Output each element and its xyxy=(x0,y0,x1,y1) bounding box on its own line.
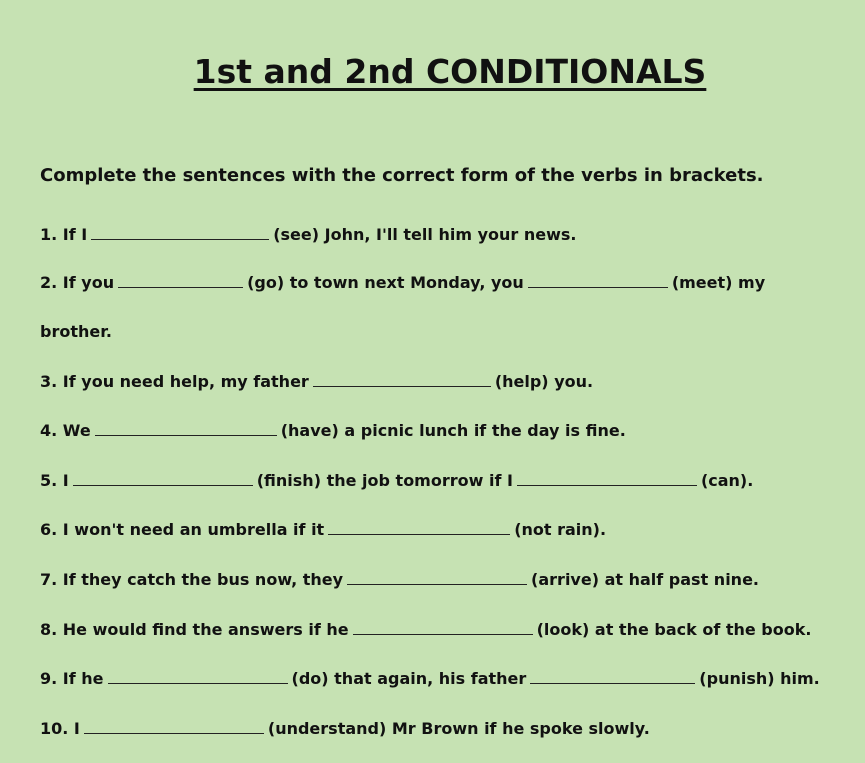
answer-blank[interactable] xyxy=(517,471,697,486)
answer-blank[interactable] xyxy=(118,273,243,288)
answer-blank[interactable] xyxy=(530,669,695,684)
sentence-text: 2. If you xyxy=(40,273,115,292)
answer-blank[interactable] xyxy=(313,372,491,387)
worksheet-title: 1st and 2nd CONDITIONALS xyxy=(193,52,707,91)
sentence-text: (do) that again, his father xyxy=(291,669,527,688)
sentence-9 xyxy=(40,669,820,689)
answer-blank[interactable] xyxy=(328,520,510,535)
sentence-8 xyxy=(40,620,811,640)
answer-blank[interactable] xyxy=(95,421,277,436)
sentence-6 xyxy=(40,520,606,540)
sentence-text: (finish) the job tomorrow if I xyxy=(256,471,513,490)
answer-blank[interactable] xyxy=(73,471,253,486)
sentence-text: (see) John, I'll tell him your news. xyxy=(273,225,577,244)
sentence-text: (meet) my xyxy=(671,273,766,292)
sentence-text: (look) at the back of the book. xyxy=(536,620,812,639)
answer-blank[interactable] xyxy=(108,669,288,684)
sentence-text: (go) to town next Monday, you xyxy=(247,273,524,292)
answer-blank[interactable] xyxy=(347,570,527,585)
sentence-text: 6. I won't need an umbrella if it xyxy=(40,520,325,539)
answer-blank[interactable] xyxy=(91,225,269,240)
sentence-text: (not rain). xyxy=(514,520,607,539)
sentence-text: (arrive) at half past nine. xyxy=(531,570,759,589)
sentence-text: (have) a picnic lunch if the day is fine. xyxy=(280,421,626,440)
sentence-text: 5. I xyxy=(40,471,69,490)
sentence-1 xyxy=(40,225,576,245)
sentence-text: 3. If you need help, my father xyxy=(40,372,309,391)
sentence-3 xyxy=(40,372,593,392)
sentence-text: (punish) him. xyxy=(699,669,820,688)
sentence-text: (help) you. xyxy=(494,372,594,391)
sentence-text: 1. If I xyxy=(40,225,88,244)
sentence-4 xyxy=(40,421,626,441)
sentence-5 xyxy=(40,471,753,491)
answer-blank[interactable] xyxy=(84,719,264,734)
sentence-text: (understand) Mr Brown if he spoke slowly. xyxy=(267,719,650,738)
answer-blank[interactable] xyxy=(528,273,668,288)
sentence-text: 9. If he xyxy=(40,669,104,688)
sentence-2 xyxy=(40,273,765,293)
sentence-10 xyxy=(40,719,650,739)
sentence-2-continued xyxy=(40,322,112,342)
sentence-text: 7. If they catch the bus now, they xyxy=(40,570,344,589)
sentence-text: 10. I xyxy=(40,719,80,738)
sentence-text: (can). xyxy=(700,471,754,490)
sentence-7 xyxy=(40,570,759,590)
answer-blank[interactable] xyxy=(353,620,533,635)
sentence-text: 4. We xyxy=(40,421,91,440)
sentence-text: brother. xyxy=(40,322,112,341)
instruction-text: Complete the sentences with the correct form of the verbs in brackets. xyxy=(40,165,764,186)
sentence-text: 8. He would find the answers if he xyxy=(40,620,349,639)
